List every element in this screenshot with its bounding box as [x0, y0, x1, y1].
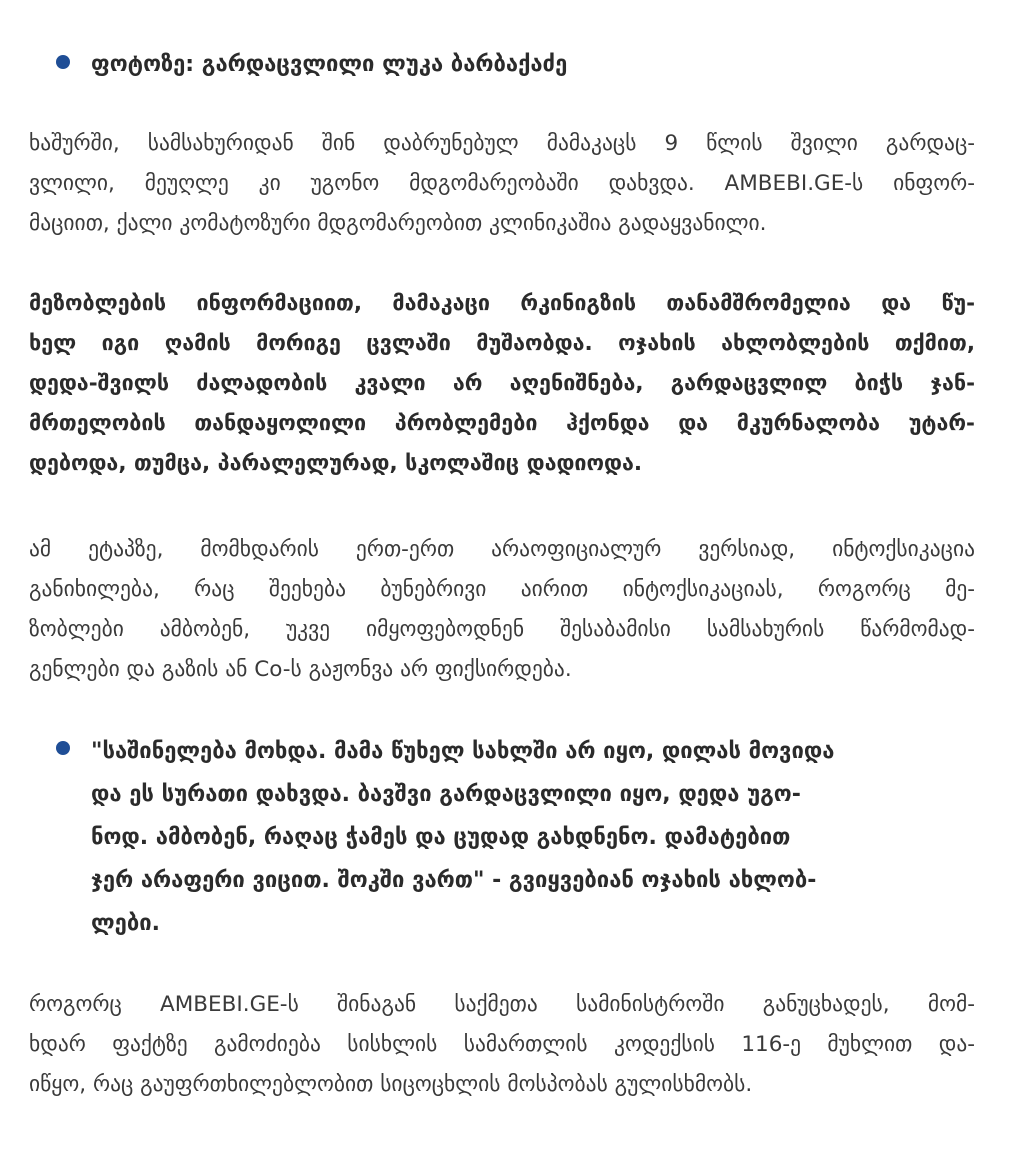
photo-caption-list: [29, 45, 929, 85]
paragraph-line: დედა-შვილს ძალადობის კვალი არ აღენიშნება, გარდაცვლილ ბიჭს ჯან-: [29, 371, 975, 396]
paragraph-line: ვლილი, მეუღლე კი უგონო მდგომარეობაში დახვდა. AMBEBI.GE-ს ინფორ-: [29, 171, 975, 196]
paragraph-line: დებოდა, თუმცა, პარალელურად, სკოლაშიც დადიოდა.: [29, 451, 643, 476]
bullet-dot-icon: [56, 741, 70, 755]
quote-list: [29, 730, 939, 945]
photo-caption: [29, 45, 929, 85]
quote-line: და ეს სურათი დახვდა. ბავშვი გარდაცვლილი იყო, დედა უგო-: [91, 782, 801, 807]
paragraph-line: ხელ იგი ღამის მორიგე ცვლაში მუშაობდა. ოჯახის ახლობლების თქმით,: [29, 331, 975, 356]
paragraph-line: მაციით, ქალი კომატოზური მდგომარეობით კლინიკაშია გადაყვანილი.: [29, 211, 767, 236]
paragraph-line: მრთელობის თანდაყოლილი პრობლემები ჰქონდა და მკურნალობა უტარ-: [29, 411, 975, 436]
paragraph-3: [29, 530, 975, 690]
paragraph-2: [29, 284, 975, 484]
bullet-dot-icon: [56, 55, 70, 69]
quote-line: ნოდ. ამბობენ, რაღაც ჭამეს და ცუდად გახდნენო. დამატებით: [91, 825, 791, 850]
quote-item: [29, 730, 939, 945]
paragraph-1: [29, 124, 975, 244]
quote-line: ჯერ არაფერი ვიცით. შოკში ვართ" - გვიყვებიან ოჯახის ახლობ-: [91, 868, 817, 893]
paragraph-line: მეზობლების ინფორმაციით, მამაკაცი რკინიგზის თანამშრომელია და წუ-: [29, 291, 975, 316]
paragraph-line: განიხილება, რაც შეეხება ბუნებრივი აირით ინტოქსიკაციას, როგორც მე-: [29, 577, 975, 602]
paragraph-line: გენლები და გაზის ან Co-ს გაჟონვა არ ფიქსირდება.: [29, 657, 572, 682]
quote-line: ლები.: [91, 911, 160, 936]
quote-line: "საშინელება მოხდა. მამა წუხელ სახლში არ იყო, დილას მოვიდა: [91, 739, 835, 764]
paragraph-line: ხაშურში, სამსახურიდან შინ დაბრუნებულ მამაკაცს 9 წლის შვილი გარდაც-: [29, 131, 975, 156]
paragraph-line: როგორც AMBEBI.GE-ს შინაგან საქმეთა სამინისტროში განუცხადეს, მომ-: [29, 992, 975, 1017]
paragraph-line: იწყო, რაც გაუფრთხილებლობით სიცოცხლის მოსპობას გულისხმობს.: [29, 1072, 753, 1097]
paragraph-line: ამ ეტაპზე, მომხდარის ერთ-ერთ არაოფიციალურ ვერსიად, ინტოქსიკაცია: [29, 537, 975, 562]
paragraph-line: ზობლები ამბობენ, უკვე იმყოფებოდნენ შესაბამისი სამსახურის წარმომად-: [29, 617, 975, 642]
paragraph-line: ხდარ ფაქტზე გამოძიება სისხლის სამართლის კოდექსის 116-ე მუხლით და-: [29, 1032, 975, 1057]
photo-caption-text: ფოტოზე: გარდაცვლილი ლუკა ბარბაქაძე: [91, 52, 568, 77]
paragraph-4: [29, 985, 975, 1105]
